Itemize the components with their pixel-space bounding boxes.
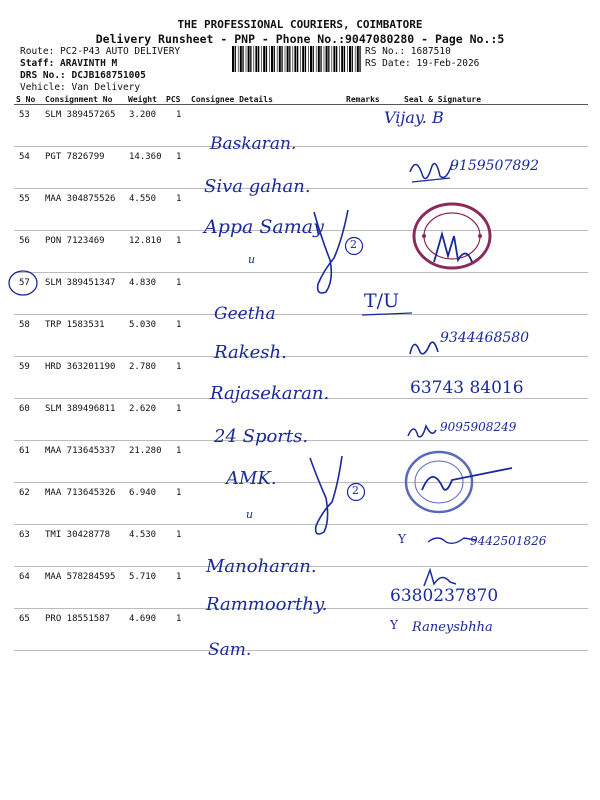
row-sno: 56	[19, 236, 30, 246]
row-consignment: MAA 578284595	[45, 572, 116, 582]
row-sno: 65	[19, 614, 30, 624]
header-rule	[14, 104, 588, 105]
row-pcs: 1	[176, 446, 182, 456]
row-pcs: 1	[176, 614, 182, 624]
col-consignee: Consignee Details	[191, 95, 273, 104]
staff-label: Staff: ARAVINTH M	[20, 58, 118, 69]
runsheet-subtitle: Delivery Runsheet - PNP - Phone No.:9047080280 - Page No.:5	[95, 32, 505, 46]
col-seal-signature: Seal & Signature	[404, 95, 482, 104]
row-pcs: 1	[176, 362, 182, 372]
phone-handwritten: 9442501826	[470, 534, 547, 548]
row-consignment: MAA 713645326	[45, 488, 116, 498]
col-sno: S No	[16, 95, 36, 104]
row-pcs: 1	[176, 572, 182, 582]
row-divider	[14, 272, 588, 273]
table-row	[0, 106, 600, 146]
bracket-mark	[308, 200, 378, 300]
row-consignment: PGT 7826799	[45, 152, 105, 162]
signature-scribble	[404, 418, 440, 444]
consignee-handwritten: u	[248, 253, 256, 266]
row-pcs: 1	[176, 194, 182, 204]
row-consignment: SLM 389496811	[45, 404, 116, 414]
drs-number: DRS No.: DCJB168751005	[20, 70, 146, 81]
row-sno: 62	[19, 488, 30, 498]
row-consignment: HRD 363201190	[45, 362, 116, 372]
remark-handwritten: T/U	[364, 290, 400, 312]
row-sno: 64	[19, 572, 30, 582]
consignee-handwritten: Rajasekaran.	[210, 383, 330, 404]
circled-count-text: 2	[352, 484, 359, 497]
row-pcs: 1	[176, 236, 182, 246]
row-divider	[14, 146, 588, 147]
row-weight: 4.690	[129, 614, 157, 624]
circled-count-text: 2	[350, 238, 357, 251]
row-pcs: 1	[176, 110, 182, 120]
row-weight: 3.200	[129, 110, 157, 120]
circle-mark-57	[6, 268, 40, 298]
row-weight: 5.030	[129, 320, 157, 330]
row-consignment: SLM 389457265	[45, 110, 116, 120]
consignee-handwritten: u	[246, 508, 254, 521]
row-weight: 6.940	[129, 488, 157, 498]
signature-scribble	[412, 460, 522, 508]
row-sno: 54	[19, 152, 30, 162]
row-consignment: TRP 1583531	[45, 320, 105, 330]
vehicle-label: Vehicle: Van Delivery	[20, 82, 141, 93]
row-sno: 57	[19, 278, 30, 288]
phone-handwritten: 9159507892	[450, 158, 540, 174]
row-weight: 12.810	[129, 236, 162, 246]
underline-mark	[360, 310, 420, 320]
consignee-handwritten: Baskaran.	[210, 134, 297, 154]
row-consignment: MAA 304875526	[45, 194, 116, 204]
consignee-handwritten: 24 Sports.	[214, 426, 309, 447]
rs-date: RS Date: 19-Feb-2026	[365, 58, 480, 69]
phone-handwritten: 63743 84016	[410, 378, 524, 398]
row-consignment: TMI 30428778	[45, 530, 111, 540]
phone-handwritten: 9095908249	[440, 420, 517, 434]
row-sno: 60	[19, 404, 30, 414]
row-sno: 58	[19, 320, 30, 330]
row-sno: 53	[19, 110, 30, 120]
col-weight: Weight	[128, 95, 157, 104]
signature-scribble	[428, 226, 478, 272]
row-pcs: 1	[176, 320, 182, 330]
row-sno: 63	[19, 530, 30, 540]
rs-number: RS No.: 1687510	[365, 46, 451, 57]
consignee-handwritten: Manoharan.	[206, 556, 317, 577]
signature-mark: Y	[390, 618, 398, 632]
consignee-handwritten: Geetha	[214, 304, 276, 324]
phone-handwritten: 9344468580	[440, 330, 530, 346]
row-divider	[14, 524, 588, 525]
consignee-handwritten: Appa Samay	[204, 216, 324, 238]
barcode-image	[232, 46, 362, 72]
table-row	[0, 610, 600, 650]
row-pcs: 1	[176, 404, 182, 414]
signature-handwritten: Raneysbhha	[412, 620, 493, 635]
row-consignment: PRO 18551587	[45, 614, 111, 624]
row-consignment: SLM 389451347	[45, 278, 116, 288]
row-pcs: 1	[176, 488, 182, 498]
row-pcs: 1	[176, 152, 182, 162]
phone-handwritten: 6380237870	[390, 586, 499, 606]
consignee-handwritten: Sam.	[208, 640, 252, 660]
row-weight: 2.620	[129, 404, 157, 414]
route-label: Route: PC2-P43 AUTO DELIVERY	[20, 46, 181, 57]
row-divider	[14, 314, 588, 315]
signature-scribble	[406, 334, 442, 360]
col-consignment: Consignment No	[45, 95, 113, 104]
col-remarks: Remarks	[346, 95, 380, 104]
row-consignment: MAA 713645337	[45, 446, 116, 456]
signature-scribble	[424, 532, 480, 550]
consignee-handwritten: AMK.	[226, 468, 277, 489]
row-divider	[14, 356, 588, 357]
row-divider	[14, 650, 588, 651]
row-sno: 61	[19, 446, 30, 456]
consignee-handwritten: Rakesh.	[214, 342, 287, 363]
row-weight: 21.280	[129, 446, 162, 456]
row-weight: 4.830	[129, 278, 157, 288]
row-sno: 59	[19, 362, 30, 372]
row-weight: 14.360	[129, 152, 162, 162]
company-title: THE PROFESSIONAL COURIERS, COIMBATORE	[177, 18, 423, 31]
row-weight: 4.530	[129, 530, 157, 540]
row-pcs: 1	[176, 278, 182, 288]
consignee-handwritten: Rammoorthy.	[206, 594, 328, 615]
row-sno: 55	[19, 194, 30, 204]
row-pcs: 1	[176, 530, 182, 540]
row-weight: 4.550	[129, 194, 157, 204]
signature-handwritten: Vijay. B	[384, 108, 444, 127]
table-row	[0, 232, 600, 272]
consignee-handwritten: Siva gahan.	[204, 176, 311, 197]
signature-mark: Y	[398, 532, 406, 546]
row-consignment: PON 7123469	[45, 236, 105, 246]
row-weight: 5.710	[129, 572, 157, 582]
table-row	[0, 274, 600, 314]
row-weight: 2.780	[129, 362, 157, 372]
col-pcs: PCS	[166, 95, 181, 104]
